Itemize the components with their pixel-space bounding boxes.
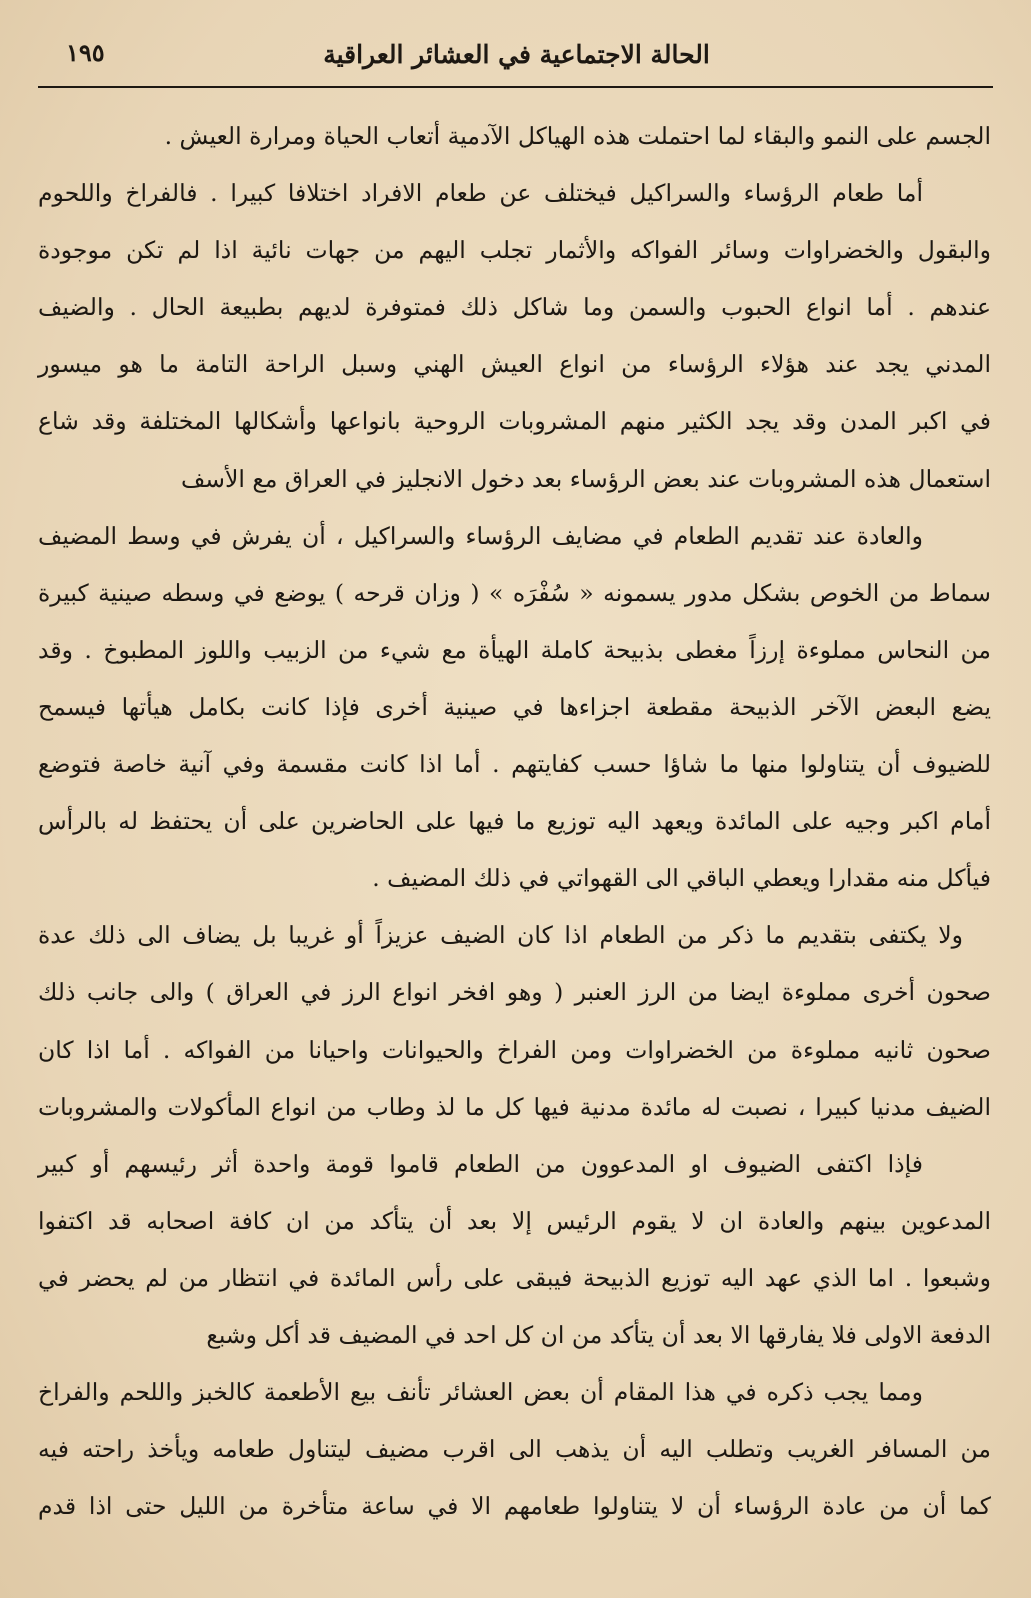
text-line: عندهم . أما انواع الحبوب والسمن وما شاكل ذلك فمتوفرة لديهم بطبيعة الحال . والضيف bbox=[38, 293, 991, 322]
paragraph-4 bbox=[38, 907, 991, 1135]
text-line: ولا يكتفى بتقديم ما ذكر من الطعام اذا كان الضيف عزيزاً أو غريبا بل يضاف الى ذلك عدة bbox=[38, 921, 963, 950]
header-rule bbox=[38, 86, 993, 88]
text-line: والبقول والخضراوات وسائر الفواكه والأثمار تجلب اليهم من جهات نائية اذا لم تكن موجودة bbox=[38, 236, 991, 265]
paragraph-3 bbox=[38, 508, 991, 908]
text-line: صحون ثانيه مملوءة من الخضراوات ومن الفراخ والحيوانات واحيانا من الفواكه . أما اذا كان bbox=[38, 1035, 991, 1064]
text-line: ومما يجب ذكره في هذا المقام أن بعض العشائر تأنف بيع الأطعمة كالخبز واللحم والفراخ bbox=[38, 1378, 923, 1407]
text-line: والعادة عند تقديم الطعام في مضايف الرؤساء والسراكيل ، أن يفرش في وسط المضيف bbox=[38, 521, 923, 550]
text-line: الدفعة الاولى فلا يفارقها الا بعد أن يتأكد من ان كل احد في المضيف قد أكل وشبع bbox=[206, 1320, 991, 1349]
paragraph-5 bbox=[38, 1136, 991, 1364]
text-line: أمام اكبر وجيه على المائدة ويعهد اليه توزيع ما فيها على الحاضرين على أن يحتفظ له بالرأس bbox=[38, 807, 991, 836]
text-line: يضع البعض الآخر الذبيحة مقطعة اجزاءها في صينية أخرى فإذا كانت بكامل هيأتها فيسمح bbox=[38, 692, 991, 721]
text-line: فيأكل منه مقدارا ويعطي الباقي الى القهواتي في ذلك المضيف . bbox=[372, 864, 991, 893]
paragraph-1 bbox=[38, 108, 991, 165]
text-line: المدني يجد عند هؤلاء الرؤساء من انواع العيش الهني وسبل الراحة التامة ما هو ميسور bbox=[38, 350, 991, 379]
text-line: المدعوين بينهم والعادة ان لا يقوم الرئيس إلا بعد أن يتأكد من ان كافة اصحابه قد اكتفوا bbox=[38, 1206, 991, 1235]
paragraph-6 bbox=[38, 1364, 991, 1535]
text-line: الضيف مدنيا كبيرا ، نصبت له مائدة مدنية فيها كل ما لذ وطاب من انواع المأكولات والمشروبات bbox=[38, 1092, 991, 1121]
text-line: من النحاس مملوءة إرزاً مغطى بذبيحة كاملة الهيأة مع شيء من الزبيب واللوز المطبوخ . وقد bbox=[38, 635, 991, 664]
text-line: للضيوف أن يتناولوا منها ما شاؤا حسب كفايتهم . أما اذا كانت مقسمة وفي آنية خاصة فتوضع bbox=[38, 750, 991, 779]
text-line: صحون أخرى مملوءة ايضا من الرز العنبر ( وهو افخر انواع الرز في العراق ) والى جانب ذلك bbox=[38, 978, 991, 1007]
text-line: وشبعوا . اما الذي عهد اليه توزيع الذبيحة فيبقى على رأس المائدة في انتظار من لم يحضر في bbox=[38, 1263, 991, 1292]
text-line: سماط من الخوص بشكل مدور يسمونه « سُفْرَه » ( وزان قرحه ) يوضع في وسطه صينية كبيرة bbox=[38, 578, 991, 607]
paragraph-2 bbox=[38, 165, 991, 508]
page-number: ١٩٥ bbox=[66, 38, 105, 67]
text-line: في اكبر المدن وقد يجد الكثير منهم المشروبات الروحية بانواعها وأشكالها المختلفة وقد شاع bbox=[38, 407, 991, 436]
running-title: الحالة الاجتماعية في العشائر العراقية bbox=[323, 39, 710, 69]
text-line: من المسافر الغريب وتطلب اليه أن يذهب الى اقرب مضيف ليتناول طعامه ويأخذ راحته فيه bbox=[38, 1435, 991, 1464]
page-body bbox=[38, 108, 991, 1535]
text-line: فإذا اكتفى الضيوف او المدعوون من الطعام قاموا قومة واحدة أثر رئيسهم أو كبير bbox=[38, 1149, 923, 1178]
text-line: الجسم على النمو والبقاء لما احتملت هذه الهياكل الآدمية أتعاب الحياة ومرارة العيش . bbox=[164, 122, 991, 150]
text-line: استعمال هذه المشروبات عند بعض الرؤساء بعد دخول الانجليز في العراق مع الأسف bbox=[180, 464, 991, 493]
text-line: أما طعام الرؤساء والسراكيل فيختلف عن طعام الافراد اختلافا كبيرا . فالفراخ واللحوم bbox=[38, 179, 923, 208]
text-line: كما أن من عادة الرؤساء أن لا يتناولوا طعامهم الا في ساعة متأخرة من الليل حتى اذا قدم bbox=[38, 1492, 991, 1521]
running-header bbox=[40, 28, 993, 80]
